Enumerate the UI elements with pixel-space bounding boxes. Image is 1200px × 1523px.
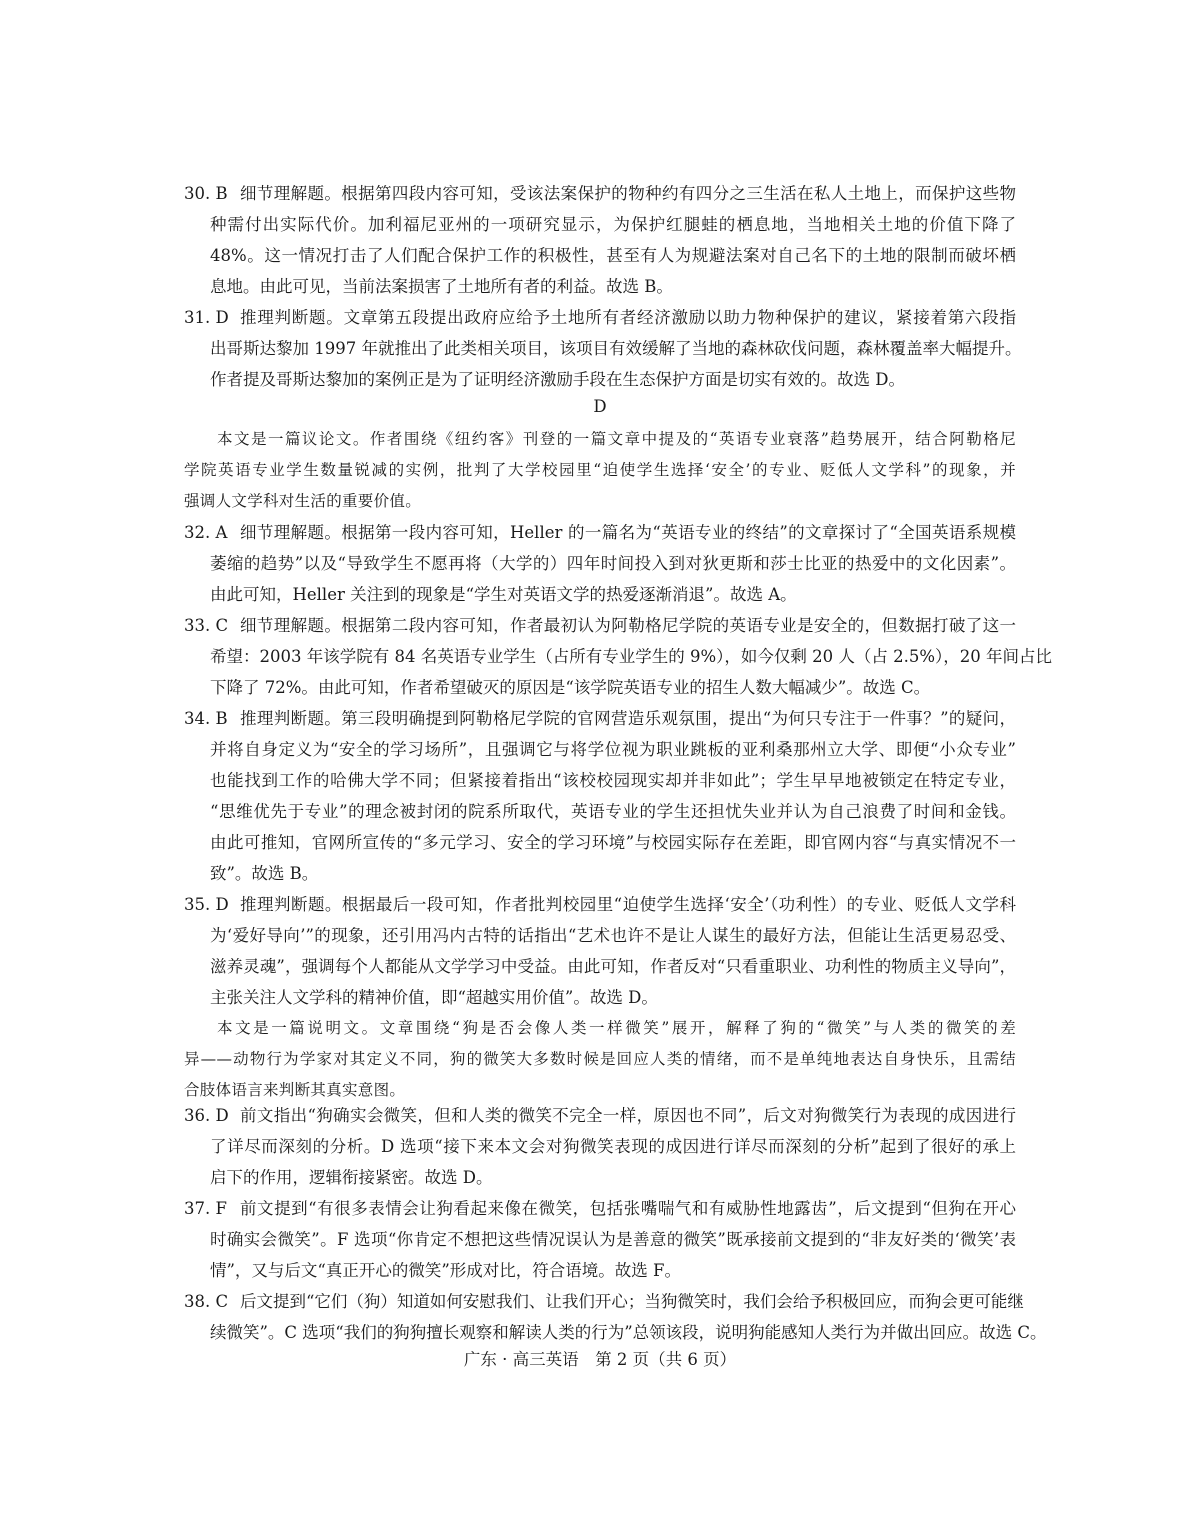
explanation-line: 细节理解题。根据第一段内容可知，Heller 的一篇名为“英语专业的终结”的文章探讨了“全国英语系规模	[240, 523, 1016, 542]
explanation-line: 前文提到“有很多表情会让狗看起来像在微笑，包括张嘴喘气和有威胁性地露齿”，后文提到“但狗在开心	[240, 1199, 1016, 1218]
answer-item-33	[184, 610, 1053, 703]
explanation-line: 也能找到工作的哈佛大学不同；但紧接着指出“该校校园现实却并非如此”；学生早早地被锁定在特定专业，	[210, 771, 1016, 790]
question-number: 30. B	[184, 184, 228, 203]
passage-summary-e	[184, 1013, 1016, 1106]
explanation-line: 为‘爱好导向’”的现象，还引用冯内古特的话指出“艺术也许不是让人谋生的最好方法，但能让生活更易忍受、	[210, 926, 1016, 945]
question-number: 34. B	[184, 709, 228, 728]
explanation-line: 推理判断题。文章第五段提出政府应给予土地所有者经济激励以助力物种保护的建议，紧接着第六段指	[240, 308, 1016, 327]
explanation-line: 种需付出实际代价。加利福尼亚州的一项研究显示，为保护红腿蛙的栖息地，当地相关土地的价值下降了	[210, 215, 1016, 234]
explanation-line: 滋养灵魂”，强调每个人都能从文学学习中受益。由此可知，作者反对“只看重职业、功利性的物质主义导向”，	[210, 957, 1016, 976]
explanation-line: 细节理解题。根据第二段内容可知，作者最初认为阿勒格尼学院的英语专业是安全的，但数据打破了这一	[240, 616, 1016, 635]
explanation-line: 萎缩的趋势”以及“导致学生不愿再将（大学的）四年时间投入到对狄更斯和莎士比亚的热爱中的文化因素”。	[210, 554, 1016, 573]
explanation-line: 48%。这一情况打击了人们配合保护工作的积极性，甚至有人为规避法案对自己名下的土地的限制而破坏栖	[210, 246, 1016, 265]
answer-item-30	[184, 178, 1016, 302]
summary-line: 合肢体语言来判断其真实意图。	[184, 1081, 406, 1099]
explanation-line: 细节理解题。根据第四段内容可知，受该法案保护的物种约有四分之三生活在私人土地上，而保护这些物	[240, 184, 1016, 203]
explanation-line: 了详尽而深刻的分析。D 选项“接下来本文会对狗微笑表现的成因进行详尽而深刻的分析”起到了很好的承上	[210, 1137, 1016, 1156]
explanation-line: 推理判断题。第三段明确提到阿勒格尼学院的官网营造乐观氛围，提出“为何只专注于一件事？”的疑问，	[240, 709, 1016, 728]
explanation-line: 续微笑”。C 选项“我们的狗狗擅长观察和解读人类的行为”总领该段，说明狗能感知人类行为并做出回应。故选 C。	[210, 1323, 1047, 1342]
question-number: 38. C	[184, 1292, 229, 1311]
answer-item-36	[184, 1100, 1016, 1193]
answer-item-34	[184, 703, 1016, 889]
question-number: 35. D	[184, 895, 229, 914]
explanation-line: 主张关注人文学科的精神价值，即“超越实用价值”。故选 D。	[210, 988, 658, 1007]
explanation-line: 推理判断题。根据最后一段可知，作者批判校园里“迫使学生选择‘安全’（功利性）的专业、贬低人文学科	[240, 895, 1016, 914]
answer-item-31	[184, 302, 1022, 395]
explanation-line: 希望：2003 年该学院有 84 名英语专业学生（占所有专业学生的 9%），如今仅剩 20 人（占 2.5%），20 年间占比	[210, 647, 1053, 666]
summary-line: 异——动物行为学家对其定义不同，狗的微笑大多数时候是回应人类的情绪，而不是单纯地表达自身快乐，且需结	[184, 1050, 1016, 1068]
question-number: 36. D	[184, 1106, 229, 1125]
explanation-line: “思维优先于专业”的理念被封闭的院系所取代，英语专业的学生还担忧失业并认为自己浪费了时间和金钱。	[210, 802, 1016, 821]
question-number: 31. D	[184, 308, 229, 327]
explanation-line: 作者提及哥斯达黎加的案例正是为了证明经济激励手段在生态保护方面是切实有效的。故选 D。	[210, 370, 905, 389]
question-number: 37. F	[184, 1199, 227, 1218]
explanation-line: 致”。故选 B。	[210, 864, 319, 883]
answer-item-38	[184, 1286, 1047, 1348]
summary-line: 本文是一篇说明文。文章围绕“狗是否会像人类一样微笑”展开，解释了狗的“微笑”与人类的微笑的差	[217, 1019, 1016, 1037]
explanation-line: 后文提到“它们（狗）知道如何安慰我们、让我们开心；当狗微笑时，我们会给予积极回应，而狗会更可能继	[240, 1292, 1024, 1311]
explanation-line: 并将自身定义为“安全的学习场所”，且强调它与将学位视为职业跳板的亚利桑那州立大学、即便“小众专业”	[210, 740, 1016, 759]
summary-line: 学院英语专业学生数量锐减的实例，批判了大学校园里“迫使学生选择‘安全’的专业、贬低人文学科”的现象，并	[184, 461, 1016, 479]
explanation-line: 启下的作用，逻辑衔接紧密。故选 D。	[210, 1168, 493, 1187]
section-heading: D	[593, 397, 607, 416]
summary-line: 强调人文学科对生活的重要价值。	[184, 492, 422, 510]
explanation-line: 出哥斯达黎加 1997 年就推出了此类相关项目，该项目有效缓解了当地的森林砍伐问题，森林覆盖率大幅提升。	[210, 339, 1022, 358]
question-number: 32. A	[184, 523, 228, 542]
explanation-line: 由此可知，Heller 关注到的现象是“学生对英语文学的热爱逐渐消退”。故选 A。	[210, 585, 797, 604]
passage-summary-d	[184, 424, 1016, 517]
answer-item-37	[184, 1193, 1016, 1286]
page-footer: 广东 · 高三英语 第 2 页（共 6 页）	[463, 1350, 737, 1369]
explanation-line: 情”，又与后文“真正开心的微笑”形成对比，符合语境。故选 F。	[210, 1261, 681, 1280]
question-number: 33. C	[184, 616, 229, 635]
answer-item-35	[184, 889, 1016, 1013]
explanation-line: 息地。由此可见，当前法案损害了土地所有者的利益。故选 B。	[210, 277, 673, 296]
summary-line: 本文是一篇议论文。作者围绕《纽约客》刊登的一篇文章中提及的“英语专业衰落”趋势展开，结合阿勒格尼	[217, 430, 1016, 448]
explanation-line: 时确实会微笑”。F 选项“你肯定不想把这些情况误认为是善意的微笑”既承接前文提到的“非友好类的‘微笑’表	[210, 1230, 1016, 1249]
explanation-line: 前文指出“狗确实会微笑，但和人类的微笑不完全一样，原因也不同”，后文对狗微笑行为表现的成因进行	[240, 1106, 1016, 1125]
answer-item-32	[184, 517, 1016, 610]
explanation-line: 由此可推知，官网所宣传的“多元学习、安全的学习环境”与校园实际存在差距，即官网内容“与真实情况不一	[210, 833, 1016, 852]
explanation-line: 下降了 72%。由此可知，作者希望破灭的原因是“该学院英语专业的招生人数大幅减少”。故选 C。	[210, 678, 931, 697]
